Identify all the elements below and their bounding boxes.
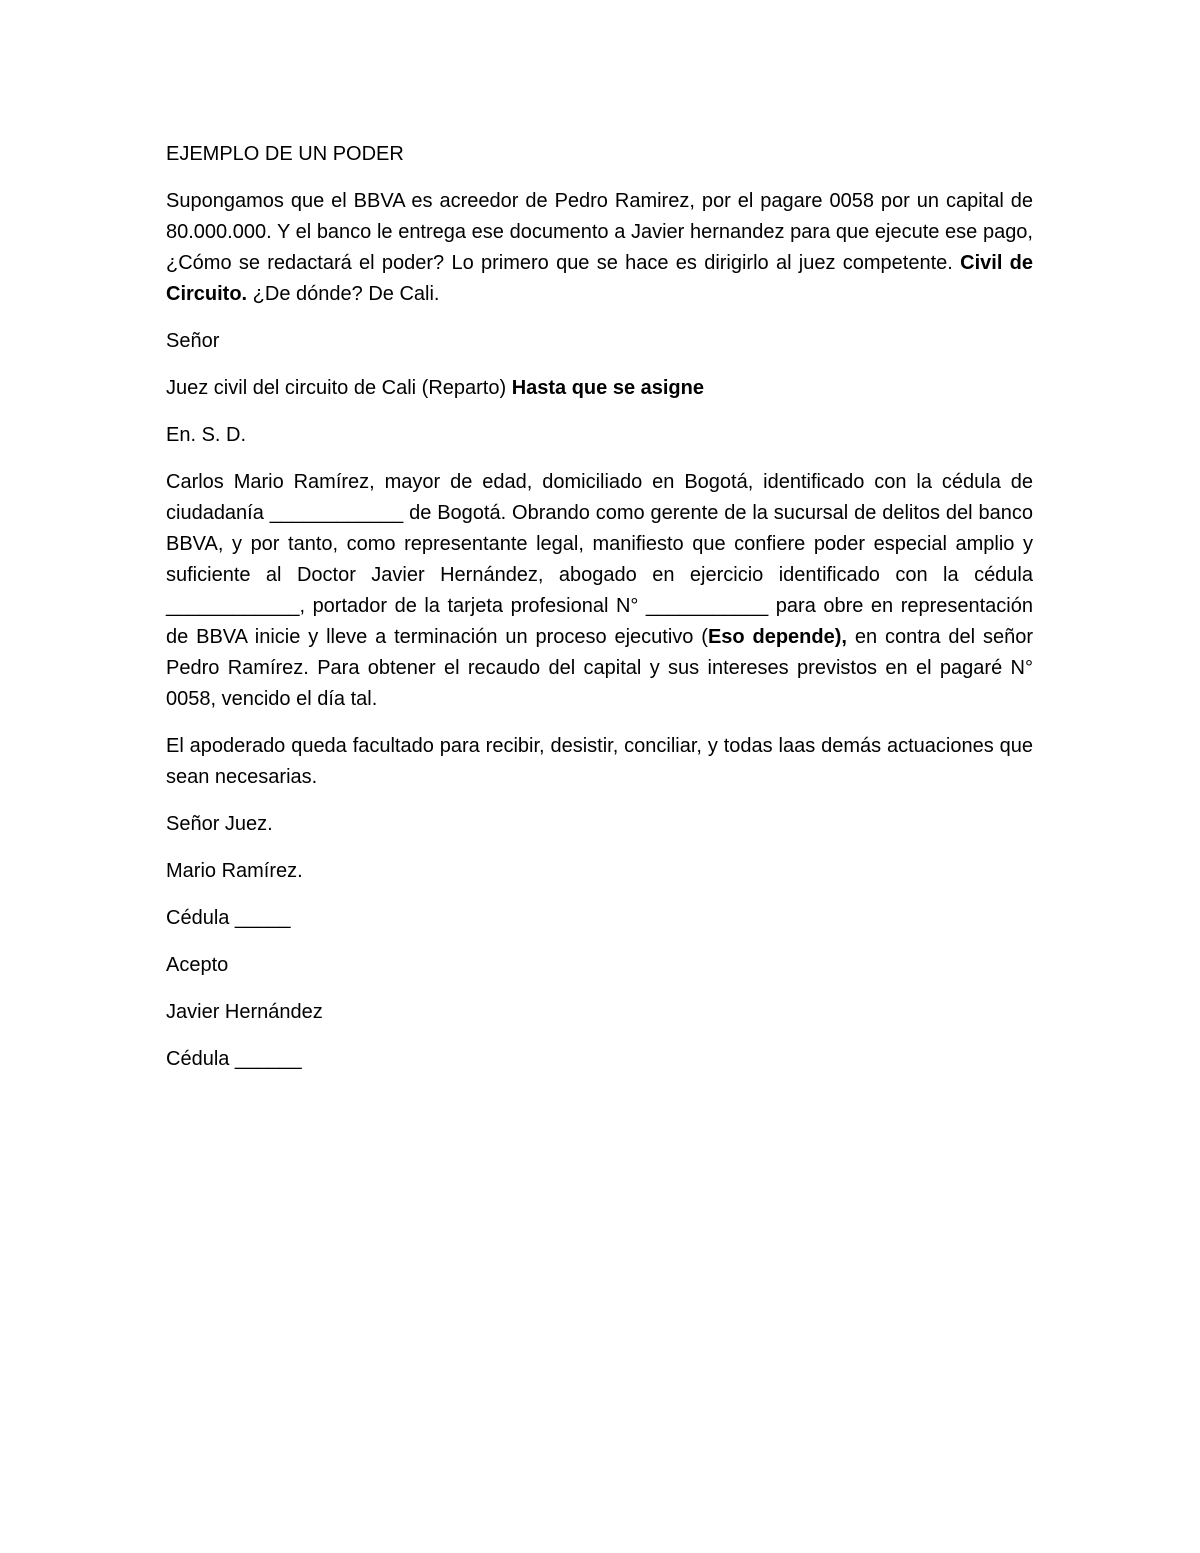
- faculties-paragraph: El apoderado queda facultado para recibir, desistir, conciliar, y todas laas demás actuaciones que sean necesarias.: [166, 735, 1033, 788]
- sd-line: En. S. D.: [166, 424, 247, 446]
- signer-id: Cédula _____: [166, 907, 291, 929]
- body-bold: Eso depende),: [707, 626, 847, 648]
- acceptor-name: Javier Hernández: [166, 1001, 323, 1023]
- intro-bold: Civil de Circuito.: [166, 252, 1034, 305]
- document-page: [166, 139, 1033, 1091]
- intro-tail: ¿De dónde? De Cali.: [247, 283, 440, 305]
- intro-paragraph: [166, 186, 1033, 310]
- closing-line: Señor Juez.: [166, 813, 273, 835]
- document-title: EJEMPLO DE UN PODER: [166, 143, 404, 165]
- salutation: Señor: [166, 330, 220, 352]
- body-tail: en contra del señor Pedro Ramírez. Para obtener el recaudo del capital y sus intereses previstos en el pagaré N° 0058, vencido el día tal.: [166, 626, 1033, 710]
- body-text: Carlos Mario Ramírez, mayor de edad, domiciliado en Bogotá, identificado con la cédula de ciudadanía ____________ de Bogotá. Obrando como gerente de la sucursal de delitos del banco BBVA, y por tanto, como representante legal, manifiesto que confiere poder especial amplio y suficiente al Doctor Javier Hernández, abogado en ejercicio identificado con la cédula ____________, portador de la tarjeta profesional N° ___________ para obre en representación de BBVA inicie y lleve a terminación un proceso ejecutivo (: [166, 471, 1033, 648]
- signer-name: Mario Ramírez.: [166, 860, 303, 882]
- addressee: [166, 373, 1033, 404]
- intro-text: Supongamos que el BBVA es acreedor de Pedro Ramirez, por el pagare 0058 por un capital de 80.000.000. Y el banco le entrega ese documento a Javier hernandez para que ejecute ese pago, ¿Cómo se redactará el poder? Lo primero que se hace es dirigirlo al juez competente.: [166, 190, 1033, 274]
- acceptor-id: Cédula ______: [166, 1048, 302, 1070]
- body-paragraph: [166, 467, 1033, 715]
- accept-line: Acepto: [166, 954, 229, 976]
- addressee-text: Juez civil del circuito de Cali (Reparto): [166, 377, 512, 399]
- addressee-bold: Hasta que se asigne: [511, 377, 704, 399]
